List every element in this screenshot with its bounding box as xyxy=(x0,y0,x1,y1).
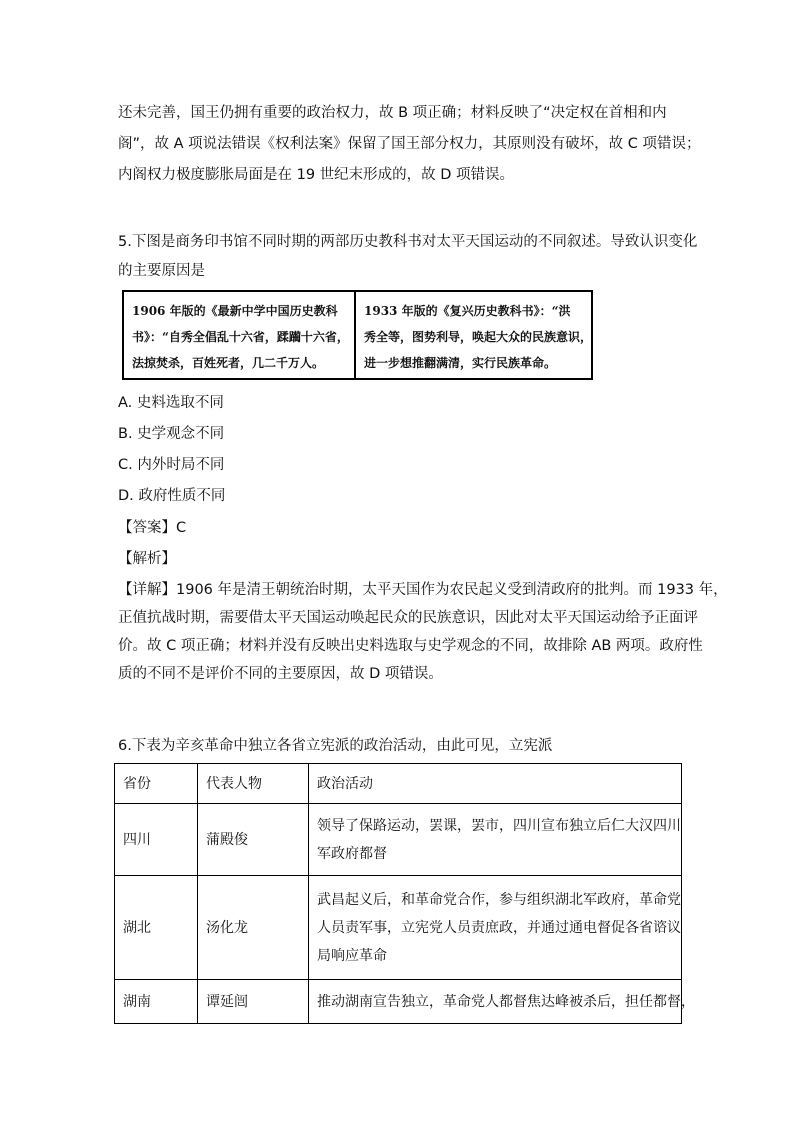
table-row xyxy=(115,804,682,876)
text-line: 书》：“自秀全倡乱十六省，蹂躏十六省， xyxy=(132,330,349,344)
activity-cell xyxy=(309,804,682,876)
top-paragraph xyxy=(118,98,701,191)
province-cell: 四川 xyxy=(115,804,198,876)
question-5-stem xyxy=(118,228,698,286)
table-row xyxy=(115,876,682,980)
text-line: 1906 年版的《最新中学中国历史教科 xyxy=(132,304,338,318)
text-line: 秀全等，图势利导，唤起大众的民族意识， xyxy=(364,330,593,344)
text-line: 1933 年版的《复兴历史教科书》：“洪 xyxy=(364,304,571,318)
option-b: B. 史学观念不同 xyxy=(118,426,225,442)
province-cell: 湖北 xyxy=(115,876,198,980)
question-6-stem: 6.下表为辛亥革命中独立各省立宪派的政治活动，由此可见，立宪派 xyxy=(118,738,553,754)
option-a: A. 史料选取不同 xyxy=(118,395,224,411)
header-cell: 政治活动 xyxy=(309,764,682,804)
text-line: 阁”，故 A 项说法错误《权利法案》保留了国王部分权力，其原则没有破坏，故 C 项错误； xyxy=(118,136,701,152)
text-line: 武昌起义后，和革命党合作，参与组织湖北军政府，革命党 xyxy=(317,891,681,908)
text-line: 内阁权力极度膨胀局面是在 19 世纪末形成的，故 D 项错误。 xyxy=(118,167,515,183)
answer-label: 【答案】C xyxy=(118,520,187,536)
province-cell: 湖南 xyxy=(115,980,198,1024)
text-line: 领导了保路运动，罢课，罢市，四川宣布独立后仁大汉四川 xyxy=(317,817,681,834)
text-line: 【详解】1906 年是清王朝统治时期，太平天国作为农民起义受到清政府的批判。而 1933 年， xyxy=(118,582,728,598)
person-cell: 谭延闿 xyxy=(198,980,309,1024)
detail-explanation xyxy=(118,576,728,688)
table-header-row xyxy=(115,764,682,804)
text-line: 推动湖南宣告独立，革命党人都督焦达峰被杀后，担任都督， xyxy=(317,993,695,1010)
activity-cell xyxy=(309,980,695,1024)
text-line: 价。故 C 项正确；材料并没有反映出史料选取与史学观念的不同，故排除 AB 两项。政府性 xyxy=(118,638,703,654)
table-row xyxy=(115,980,682,1024)
header-cell: 代表人物 xyxy=(198,764,309,804)
text-line: 还未完善，国王仍拥有重要的政治权力，故 B 项正确；材料反映了“决定权在首相和内 xyxy=(118,105,667,121)
source-1906 xyxy=(124,292,356,378)
text-line: 质的不同不是评价不同的主要原因，故 D 项错误。 xyxy=(118,666,443,682)
option-c: C. 内外时局不同 xyxy=(118,457,225,473)
text-line: 军政府都督 xyxy=(317,845,387,862)
person-cell: 蒲殿俊 xyxy=(198,804,309,876)
text-line: 5.下图是商务印书馆不同时期的两部历史教科书对太平天国运动的不同叙述。导致认识变化 xyxy=(118,234,698,250)
person-cell: 汤化龙 xyxy=(198,876,309,980)
source-material-box xyxy=(122,290,593,380)
constitutionalist-table xyxy=(114,763,695,1024)
text-line: 法掠焚杀，百姓死者，几二千万人。 xyxy=(132,356,325,370)
text-line: 的主要原因是 xyxy=(118,263,205,279)
header-cell: 省份 xyxy=(115,764,198,804)
text-line: 局响应革命 xyxy=(317,947,387,964)
text-line: 人员责军事，立宪党人员责庶政，并通过通电督促各省谘议 xyxy=(317,919,681,936)
option-d: D. 政府性质不同 xyxy=(118,488,226,504)
text-line: 正值抗战时期，需要借太平天国运动唤起民众的民族意识，因此对太平天国运动给予正面评 xyxy=(118,610,698,626)
analysis-label: 【解析】 xyxy=(118,551,176,567)
text-line: 进一步想推翻满清，实行民族革命。 xyxy=(364,356,557,370)
activity-cell xyxy=(309,876,682,980)
source-1933 xyxy=(356,292,600,378)
